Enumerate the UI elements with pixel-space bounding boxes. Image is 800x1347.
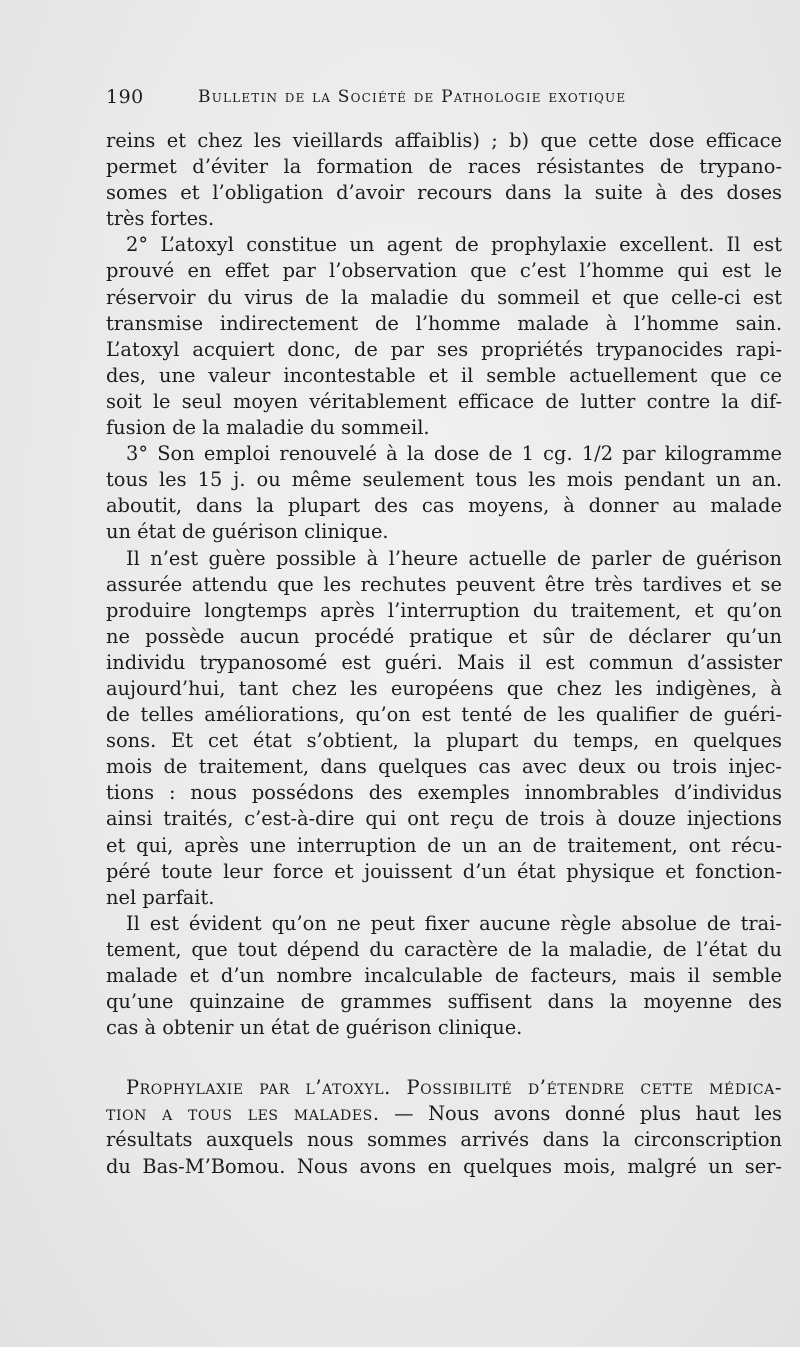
- text-line: produire longtemps après l’interruption du traitement, et qu’on: [106, 598, 782, 622]
- section-spacer: [106, 1041, 782, 1075]
- running-title: Bulletin de la Société de Pathologie exotique: [198, 87, 627, 107]
- text-line: 3° Son emploi renouvelé à la dose de 1 cg. 1/2 par kilogramme: [126, 442, 782, 466]
- text-line: prouvé en effet par l’observation que c’est l’homme qui est le: [106, 259, 782, 283]
- body-text: [106, 128, 782, 1180]
- text-line: résultats auxquels nous sommes arrivés dans la circonscription: [106, 1128, 782, 1152]
- text-line: et qui, après une interruption de un an de traitement, ont récu-: [106, 833, 782, 857]
- text-line: somes et l’obligation d’avoir recours dans la suite à des doses: [106, 181, 782, 205]
- text-line: cas à obtenir un état de guérison clinique.: [106, 1016, 523, 1040]
- paragraph: [106, 128, 782, 232]
- text-line: soit le seul moyen véritablement efficace de lutter contre la dif-: [106, 389, 782, 413]
- text-line: transmise indirectement de l’homme malade à l’homme sain.: [106, 311, 782, 335]
- text-line: [106, 1101, 782, 1127]
- text-line: des, une valeur incontestable et il semble actuellement que ce: [106, 363, 782, 387]
- text-line: aujourd’hui, tant chez les européens que chez les indigènes, à: [106, 676, 782, 700]
- text-line: tement, que tout dépend du caractère de la maladie, de l’état du: [106, 937, 782, 961]
- text-line: individu trypanosomé est guéri. Mais il est commun d’assister: [106, 650, 782, 674]
- text-line: malade et d’un nombre incalculable de facteurs, mais il semble: [106, 964, 782, 987]
- text-line: ne possède aucun procédé pratique et sûr de déclarer qu’un: [106, 624, 782, 648]
- page-header: [106, 86, 756, 112]
- section: [106, 1075, 782, 1179]
- text-line: fusion de la maladie du sommeil.: [106, 416, 430, 440]
- paragraph: [106, 911, 782, 1041]
- text-line: reins et chez les vieillards affaiblis) ; b) que cette dose efficace: [106, 129, 782, 152]
- paragraph: [106, 546, 782, 911]
- text-line: du Bas-M’Bomou. Nous avons en quelques mois, malgré un ser-: [106, 1154, 782, 1178]
- text-line: tions : nous possédons des exemples innombrables d’individus: [106, 781, 782, 805]
- text-line: Il est évident qu’on ne peut fixer aucune règle absolue de trai-: [126, 911, 782, 935]
- text-line: de telles améliorations, qu’on est tenté de les qualifier de guéri-: [106, 703, 782, 727]
- text-line: L’atoxyl acquiert donc, de par ses propriétés trypanocides rapi-: [106, 337, 782, 361]
- text-line: ainsi traités, c’est-à-dire qui ont reçu de trois à douze injections: [106, 807, 782, 831]
- text-line: permet d’éviter la formation de races résistantes de trypano-: [106, 155, 782, 179]
- text-line: Il n’est guère possible à l’heure actuelle de parler de guérison: [126, 546, 782, 570]
- text-line: mois de traitement, dans quelques cas avec deux ou trois injec-: [106, 755, 782, 779]
- text-line: tous les 15 j. ou même seulement tous les mois pendant un an.: [106, 468, 782, 492]
- text-line: péré toute leur force et jouissent d’un état physique et fonction-: [106, 859, 782, 883]
- text-line: sons. Et cet état s’obtient, la plupart du temps, en quelques: [106, 729, 782, 753]
- text-line: assurée attendu que les rechutes peuvent être très tardives et se: [106, 572, 782, 596]
- text-line: très fortes.: [106, 207, 215, 231]
- text-line: un état de guérison clinique.: [106, 520, 389, 544]
- paragraph: [106, 232, 782, 441]
- text-line: qu’une quinzaine de grammes suffisent dans la moyenne des: [106, 990, 782, 1014]
- paragraph: [106, 441, 782, 545]
- text-line: 2° L’atoxyl constitue un agent de prophylaxie excellent. Il est: [126, 233, 782, 257]
- page-number: 190: [106, 86, 144, 108]
- section-text: — Nous avons donné plus haut les: [379, 1102, 783, 1126]
- section-heading: Prophylaxie par l’atoxyl. Possibilité d’étendre cette médica-: [126, 1076, 782, 1100]
- text-line: aboutit, dans la plupart des cas moyens, à donner au malade: [106, 494, 782, 518]
- text-line: réservoir du virus de la maladie du sommeil et que celle-ci est: [106, 285, 782, 309]
- text-line: nel parfait.: [106, 885, 215, 909]
- section-heading-continued: tion a tous les malades.: [106, 1102, 380, 1126]
